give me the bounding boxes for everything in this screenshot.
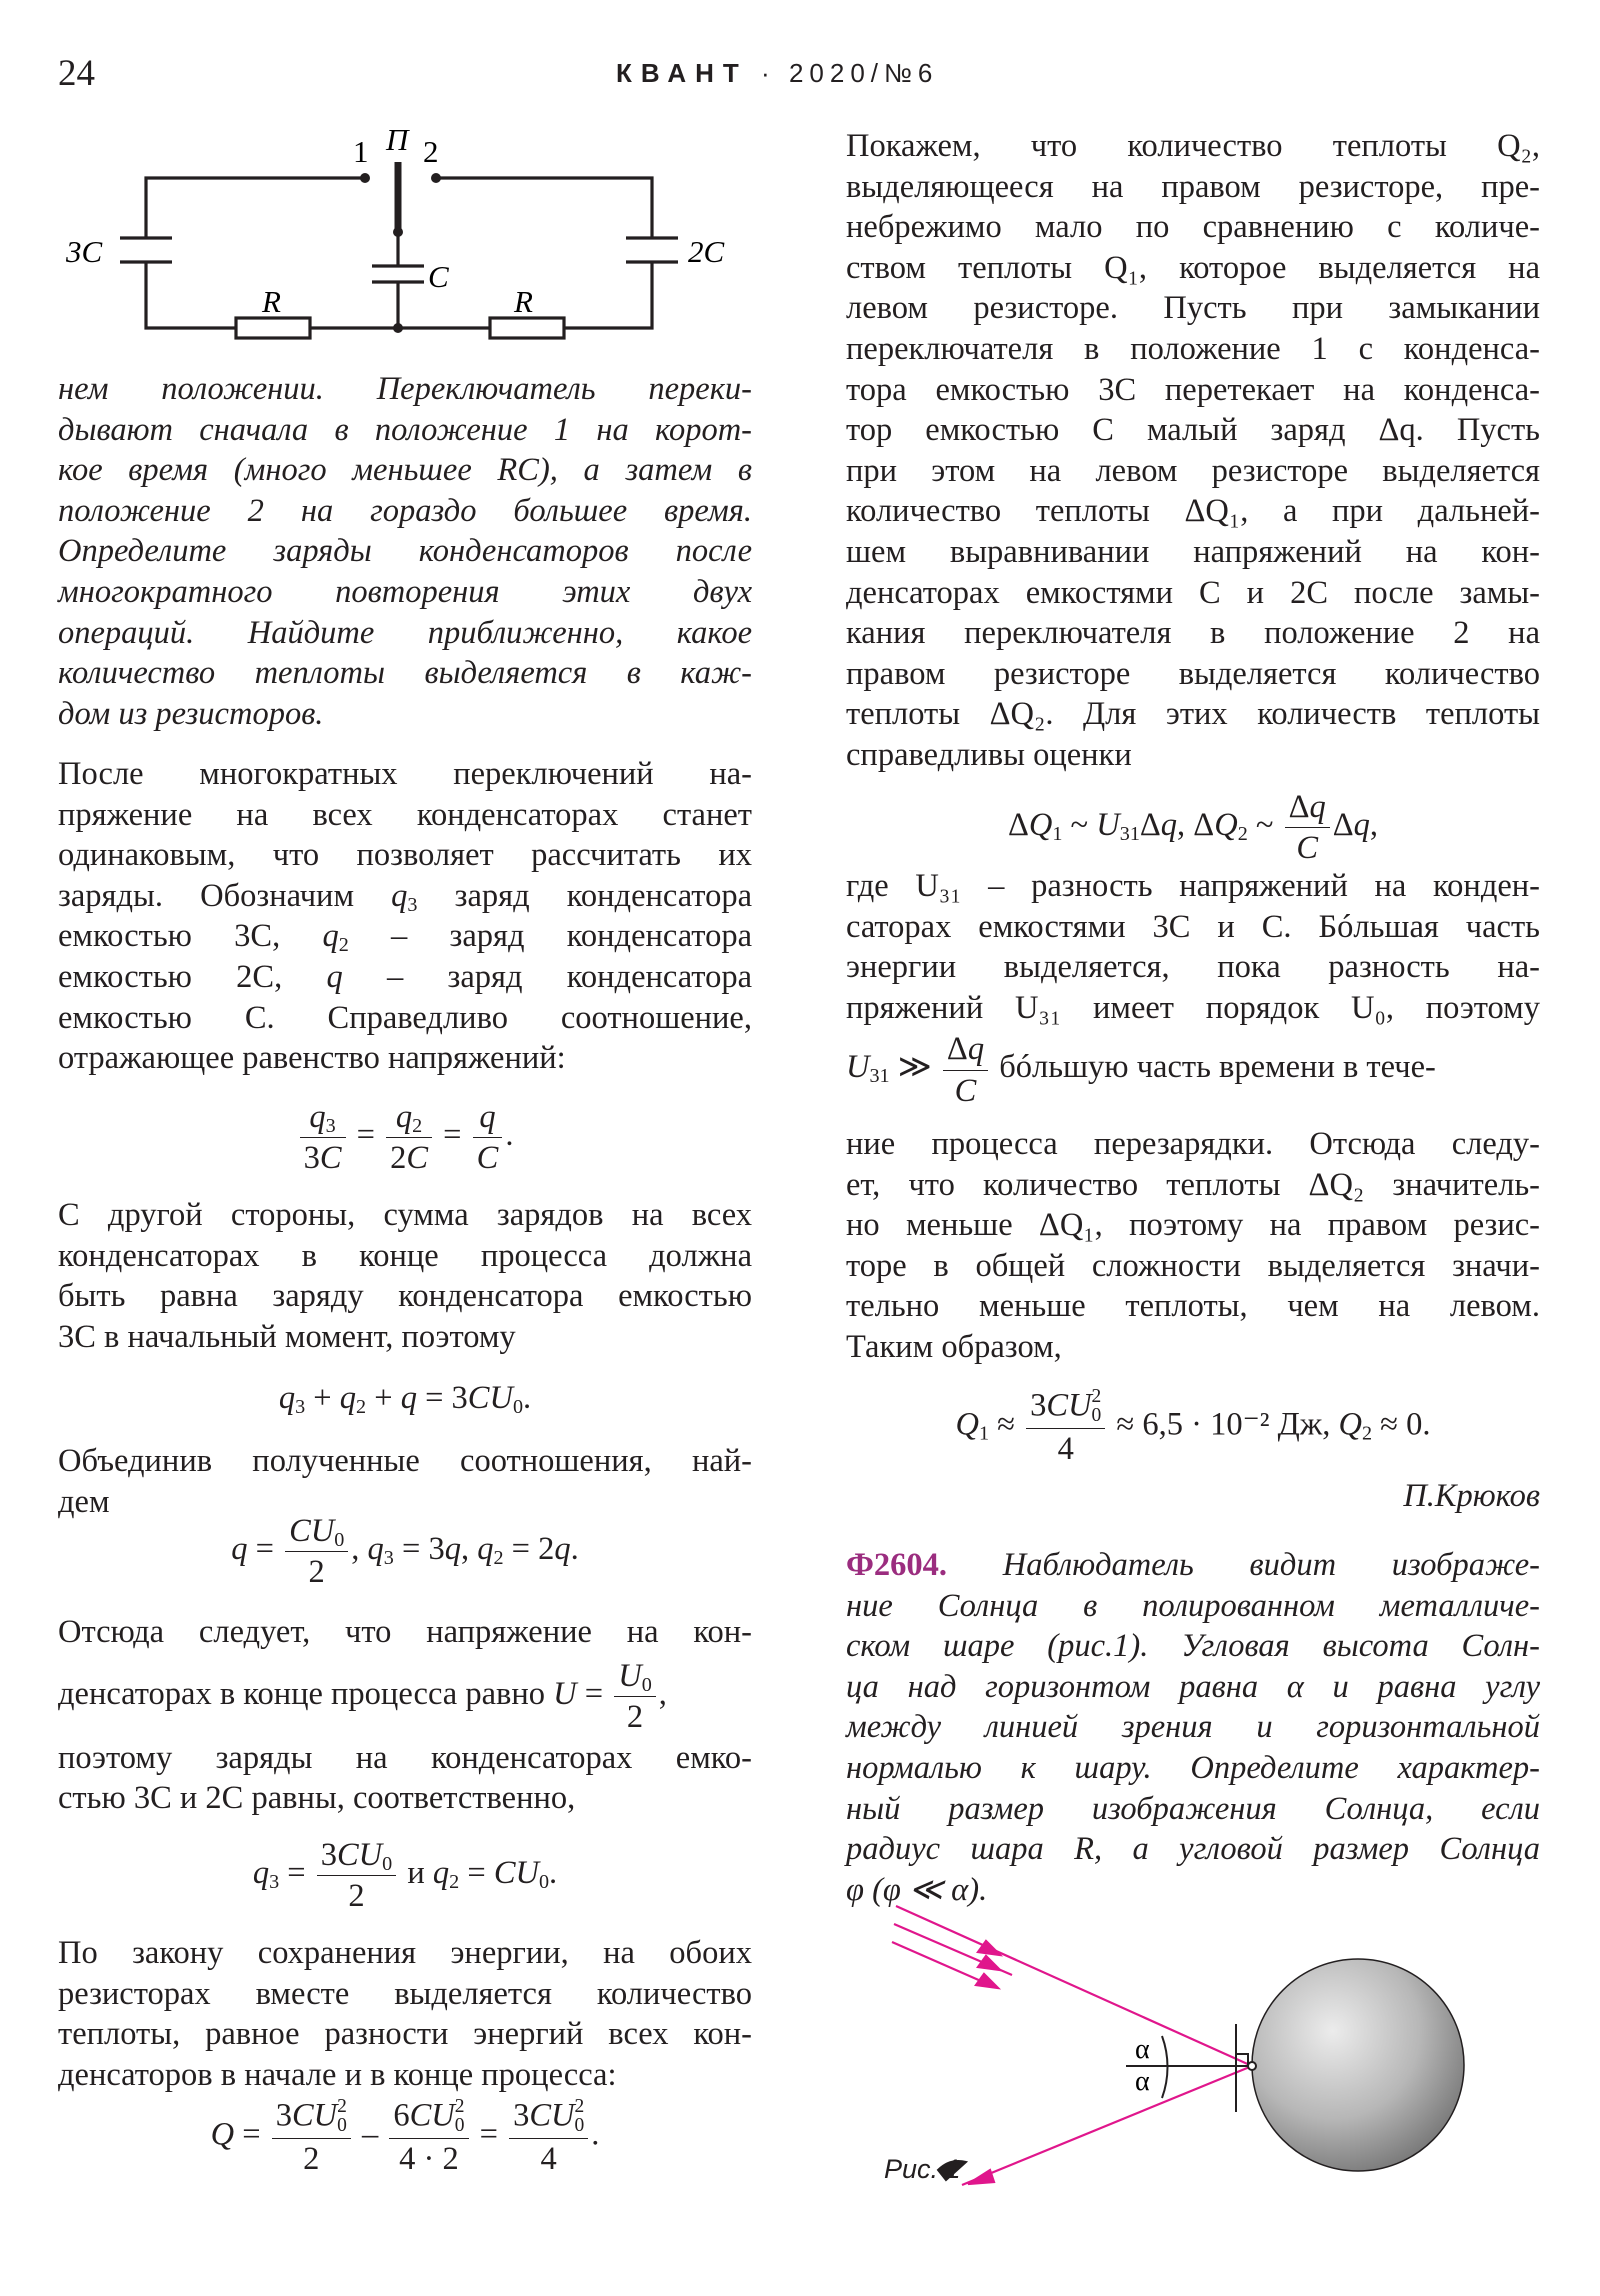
label-r-left: R	[262, 284, 281, 319]
text-line: Таким образом,	[846, 1328, 1062, 1365]
text-line: поэтому заряды на конденсаторах емко-	[58, 1739, 752, 1776]
text-line: ние Солнца в полированном металличе-	[846, 1587, 1540, 1624]
left-solution-part2	[58, 1195, 752, 1357]
problem-f2604	[846, 1545, 1540, 1910]
text-line: Ф2604. Наблюдатель видит изображе-	[846, 1547, 1540, 1583]
text-line: шем выравнивании напряжений на кон-	[846, 533, 1540, 570]
text-line: стью 3C и 2C равны, соответственно,	[58, 1780, 576, 1817]
text-line: ный размер изображения Солнца, если	[846, 1790, 1540, 1827]
text-line: После многократных переключений на-	[58, 756, 752, 792]
text-line: денсаторов в начале и в конце процесса:	[58, 2056, 617, 2093]
text-line: емкостью C. Справедливо соотношение,	[58, 999, 752, 1036]
text-line: По закону сохранения энергии, на обоих	[58, 1935, 752, 1971]
intro-line: нем положении. Переключатель переки-	[58, 371, 752, 407]
left-solution-part1	[58, 754, 752, 1079]
text-line: одинаковым, что позволяет рассчитать их	[58, 837, 752, 874]
equation-total-heat: Q = 3CU 2 0 2 – 6CU 2 0 4 · 2 = 3CU 2 0 4 .	[210, 2096, 600, 2178]
intro-line: дом из резисторов.	[58, 695, 324, 732]
angle-alpha-bottom: α	[1135, 2066, 1150, 2097]
text-line: теплоты ΔQ₂. Для этих количеств теплоты	[846, 696, 1540, 733]
text-line: резисторах вместе выделяется количество	[58, 1975, 752, 2012]
text-line: С другой стороны, сумма зарядов на всех	[58, 1197, 752, 1233]
text-line: выделяющееся на правом резисторе, пре-	[846, 168, 1540, 205]
text-line: левом резисторе. Пусть при замыкании	[846, 290, 1540, 327]
text-line: кания переключателя в положение 2 на	[846, 615, 1540, 652]
intro-line: кое время (много меньшее RC), а затем в	[58, 452, 752, 489]
text-line: нормалью к шару. Определите характер-	[846, 1749, 1540, 1786]
resistor-left	[236, 318, 310, 338]
text-line: но меньше ΔQ₁, поэтому на правом резис-	[846, 1207, 1540, 1244]
wire-right	[436, 178, 652, 238]
intro-line: количество теплоты выделяется в каж-	[58, 655, 752, 692]
resistor-right	[490, 318, 564, 338]
text-line: справедливы оценки	[846, 736, 1132, 773]
equation-estimates: $\Delta Q_1$ ~ $U_{31}\Delta q$, $\Delta Q_2$ ~ $\frac{\Delta q}{C}$ Δq,	[1007, 789, 1379, 867]
text-line: денсаторах емкостями C и 2C после замы-	[846, 574, 1540, 611]
figure-sphere-reflection	[860, 1890, 1560, 2190]
label-pos1: 1	[353, 134, 369, 169]
text-line: пряжений U₃₁ имеет порядок U₀, поэтому	[846, 989, 1540, 1026]
right-solution-part2	[846, 866, 1540, 1108]
text-line: теплоты, равное разности энергий всех кон-	[58, 2016, 752, 2053]
text-line: ством теплоты Q₁, которое выделяется на	[846, 249, 1540, 286]
page-number: 24	[58, 53, 95, 94]
text-line: заряды. Обозначим $q_3$ заряд конденсатора	[58, 877, 752, 916]
text-line: радиус шара R, а угловой размер Солнца	[846, 1831, 1540, 1868]
text-line: денсаторах в конце процесса равно U = $\frac{U_0}{2}$ ,	[58, 1657, 667, 1735]
label-pos2: 2	[423, 134, 439, 169]
intro-line: многократного повторения этих двух	[58, 573, 752, 610]
label-3c: 3C	[66, 234, 103, 269]
figure-caption: Рис. 1	[884, 2154, 961, 2184]
equation-result: $Q_1$ ≈ 3CU 2 0 4 ≈ 6,5 · 10⁻² Дж, $Q_2 \approx 0$.	[955, 1386, 1431, 1468]
text-line: тор емкостью C малый заряд Δq. Пусть	[846, 412, 1540, 449]
text-line: дем	[58, 1483, 110, 1520]
intro-line: операций. Найдите приближенно, какое	[58, 614, 752, 651]
text-line: быть равна заряду конденсатора емкостью	[58, 1278, 752, 1315]
text-line: 3C в начальный момент, поэтому	[58, 1318, 516, 1355]
text-line: Отсюда следует, что напряжение на кон-	[58, 1614, 752, 1650]
text-line: энергии выделяется, пока разность на-	[846, 949, 1540, 986]
text-line: правом резисторе выделяется количество	[846, 655, 1540, 692]
intro-line: Определите заряды конденсаторов после	[58, 533, 752, 570]
sun-ray	[896, 1906, 1252, 2066]
text-line: торе в общей сложности выделяется значи-	[846, 1247, 1540, 1284]
text-line: ние процесса перезарядки. Отсюда следу-	[846, 1126, 1540, 1162]
journal-title: КВАНТ	[616, 58, 748, 88]
equation-final-charges: $q_3$ = $\frac{3CU_0}{2}$ и $q_2 = CU_0$.	[252, 1837, 558, 1915]
text-line: при этом на левом резисторе выделяется	[846, 452, 1540, 489]
label-r-right: R	[514, 284, 533, 319]
problem-number: Ф2604.	[846, 1547, 948, 1583]
text-line: тора емкостью 3C перетекает на конденса-	[846, 371, 1540, 408]
journal-issue: 2020/№6	[788, 58, 939, 88]
equation-charge-sum: $q_3 + q_2 + q = 3CU_0$.	[278, 1380, 532, 1419]
text-line: $U_{31}$ ≫ $\frac{\Delta q}{C}$ бóльшую часть времени в тече-	[846, 1031, 1436, 1109]
line-of-sight	[962, 2066, 1252, 2185]
text-line: ет, что количество теплоты ΔQ₂ значитель-	[846, 1166, 1540, 1203]
right-solution-part3	[846, 1124, 1540, 1368]
text-line: ца над горизонтом равна α и равна углу	[846, 1668, 1540, 1705]
left-solution-part3	[58, 1441, 752, 1522]
equation-voltage-equality: $\frac{q_3}{3C}$ = $\frac{q_2}{2C}$ = $\frac{q}{C}$ .	[58, 1100, 752, 1175]
left-solution-part5	[58, 1933, 752, 2095]
left-problem-text	[58, 369, 752, 734]
text-line: Покажем, что количество теплоты Q₂,	[846, 128, 1540, 164]
sun-ray	[892, 1942, 990, 1985]
label-c: C	[428, 259, 449, 294]
text-line: конденсаторах в конце процесса должна	[58, 1237, 752, 1274]
right-solution-part1	[846, 126, 1540, 776]
intro-line: положение 2 на гораздо большее время.	[58, 492, 752, 529]
wire-left	[146, 178, 365, 238]
text-line: переключателя в положение 1 с конденса-	[846, 330, 1540, 367]
label-2c: 2C	[688, 234, 725, 269]
equation-charges: q = $\frac{CU_0}{2}$ , $q_3 = 3q$, $q_2 = 2q$.	[231, 1513, 579, 1591]
angle-alpha-top: α	[1135, 2034, 1150, 2065]
circuit-diagram	[0, 0, 800, 360]
metal-sphere	[1252, 1959, 1464, 2171]
text-line: между линией зрения и горизонтальной	[846, 1709, 1540, 1746]
text-line: емкостью 2C, q – заряд конденсатора	[58, 958, 753, 995]
text-line: тельно меньше теплоты, чем на левом.	[846, 1288, 1540, 1325]
left-solution-part4	[58, 1612, 752, 1819]
text-line: ском шаре (рис.1). Угловая высота Солн-	[846, 1628, 1540, 1665]
text-line: саторах емкостями 3C и C. Бóльшая часть	[846, 908, 1540, 945]
text-line: пряжение на всех конденсаторах станет	[58, 796, 752, 833]
label-switch: П	[386, 122, 409, 157]
text-line: отражающее равенство напряжений:	[58, 1040, 566, 1077]
text-line: емкостью 3C, $q_2$ – заряд конденсатора	[58, 918, 753, 957]
text-line: φ (φ ≪ α).	[846, 1871, 988, 1908]
text-line: количество теплоты ΔQ₁, а при дальней-	[846, 493, 1540, 530]
intro-line: дывают сначала в положение 1 на корот-	[58, 411, 752, 448]
text-line: Объединив полученные соотношения, най-	[58, 1443, 752, 1479]
header-separator: ·	[761, 58, 776, 88]
text-line: небрежимо мало по сравнению с количе-	[846, 209, 1540, 246]
text-line: где U₃₁ – разность напряжений на конден-	[846, 868, 1540, 904]
author-signature: П.Крюков	[1403, 1478, 1540, 1514]
